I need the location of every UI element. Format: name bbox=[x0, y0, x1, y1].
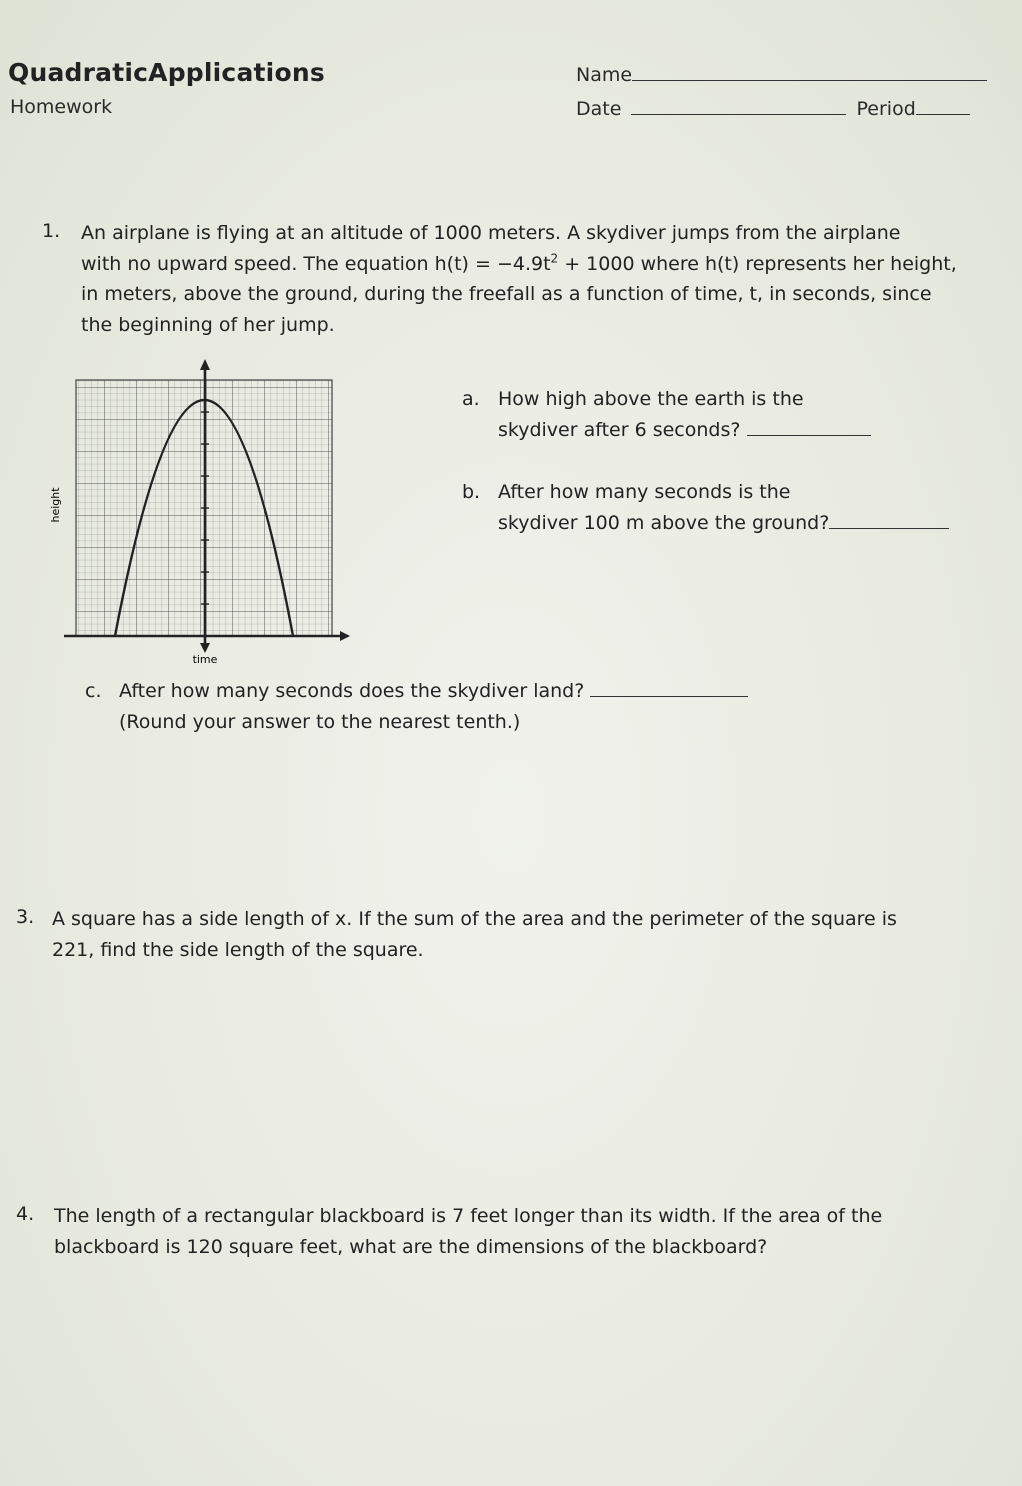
y-axis-down-arrow-icon bbox=[200, 643, 210, 653]
problem-4-text: The length of a rectangular blackboard is 7 feet longer than its width. If the area of the blackboard is 120 square feet, what are the dimensions of the blackboard? bbox=[54, 1205, 883, 1258]
problem-4-number: 4. bbox=[16, 1203, 35, 1225]
part-a-text: How high above the earth is the skydiver after 6 seconds? bbox=[498, 384, 918, 445]
part-c-answer-blank bbox=[590, 678, 748, 697]
part-a-letter: a. bbox=[462, 388, 480, 410]
x-axis-label: time bbox=[192, 653, 218, 666]
part-a-answer-blank bbox=[747, 417, 871, 436]
y-axis-up-arrow-icon bbox=[200, 359, 210, 370]
date-blank bbox=[631, 96, 846, 115]
problem-3-number: 3. bbox=[16, 906, 35, 928]
date-field bbox=[576, 96, 970, 120]
problem-1-line-4: the beginning of her jump. bbox=[81, 313, 335, 336]
part-b-letter: b. bbox=[462, 481, 481, 503]
part-c-letter: c. bbox=[85, 680, 102, 702]
period-label: Period bbox=[856, 98, 916, 120]
y-axis-label: height bbox=[49, 487, 62, 523]
part-c-text: After how many seconds does the skydiver land? (Round your answer to the nearest tenth.) bbox=[119, 676, 819, 737]
problem-3-text: A square has a side length of x. If the sum of the area and the perimeter of the square is 221, find the side length of the square. bbox=[52, 908, 897, 961]
name-label: Name bbox=[576, 64, 633, 86]
worksheet-subtitle: Homework bbox=[10, 96, 113, 118]
problem-1-line-1: An airplane is flying at an altitude of 1000 meters. A skydiver jumps from the airplane bbox=[81, 222, 901, 244]
problem-1-text bbox=[81, 218, 1016, 340]
problem-1-line-3: in meters, above the ground, during the freefall as a function of time, t, in seconds, since bbox=[81, 283, 932, 305]
worksheet-title: QuadraticApplications bbox=[8, 58, 325, 87]
problem-1-line-2: with no upward speed. The equation $h(t) = -4.9t^2 + 1000$ where h(t) represents her height, bbox=[81, 251, 957, 275]
problem-1-number: 1. bbox=[42, 220, 61, 242]
date-label: Date bbox=[576, 98, 622, 120]
name-field bbox=[576, 62, 987, 86]
part-b-answer-blank bbox=[829, 510, 949, 529]
part-b-text: After how many seconds is the skydiver 100 m above the ground? bbox=[498, 477, 998, 538]
height-time-graph bbox=[40, 355, 360, 675]
name-blank bbox=[632, 62, 987, 81]
x-axis-arrow-icon bbox=[340, 631, 350, 641]
period-blank bbox=[916, 96, 970, 115]
